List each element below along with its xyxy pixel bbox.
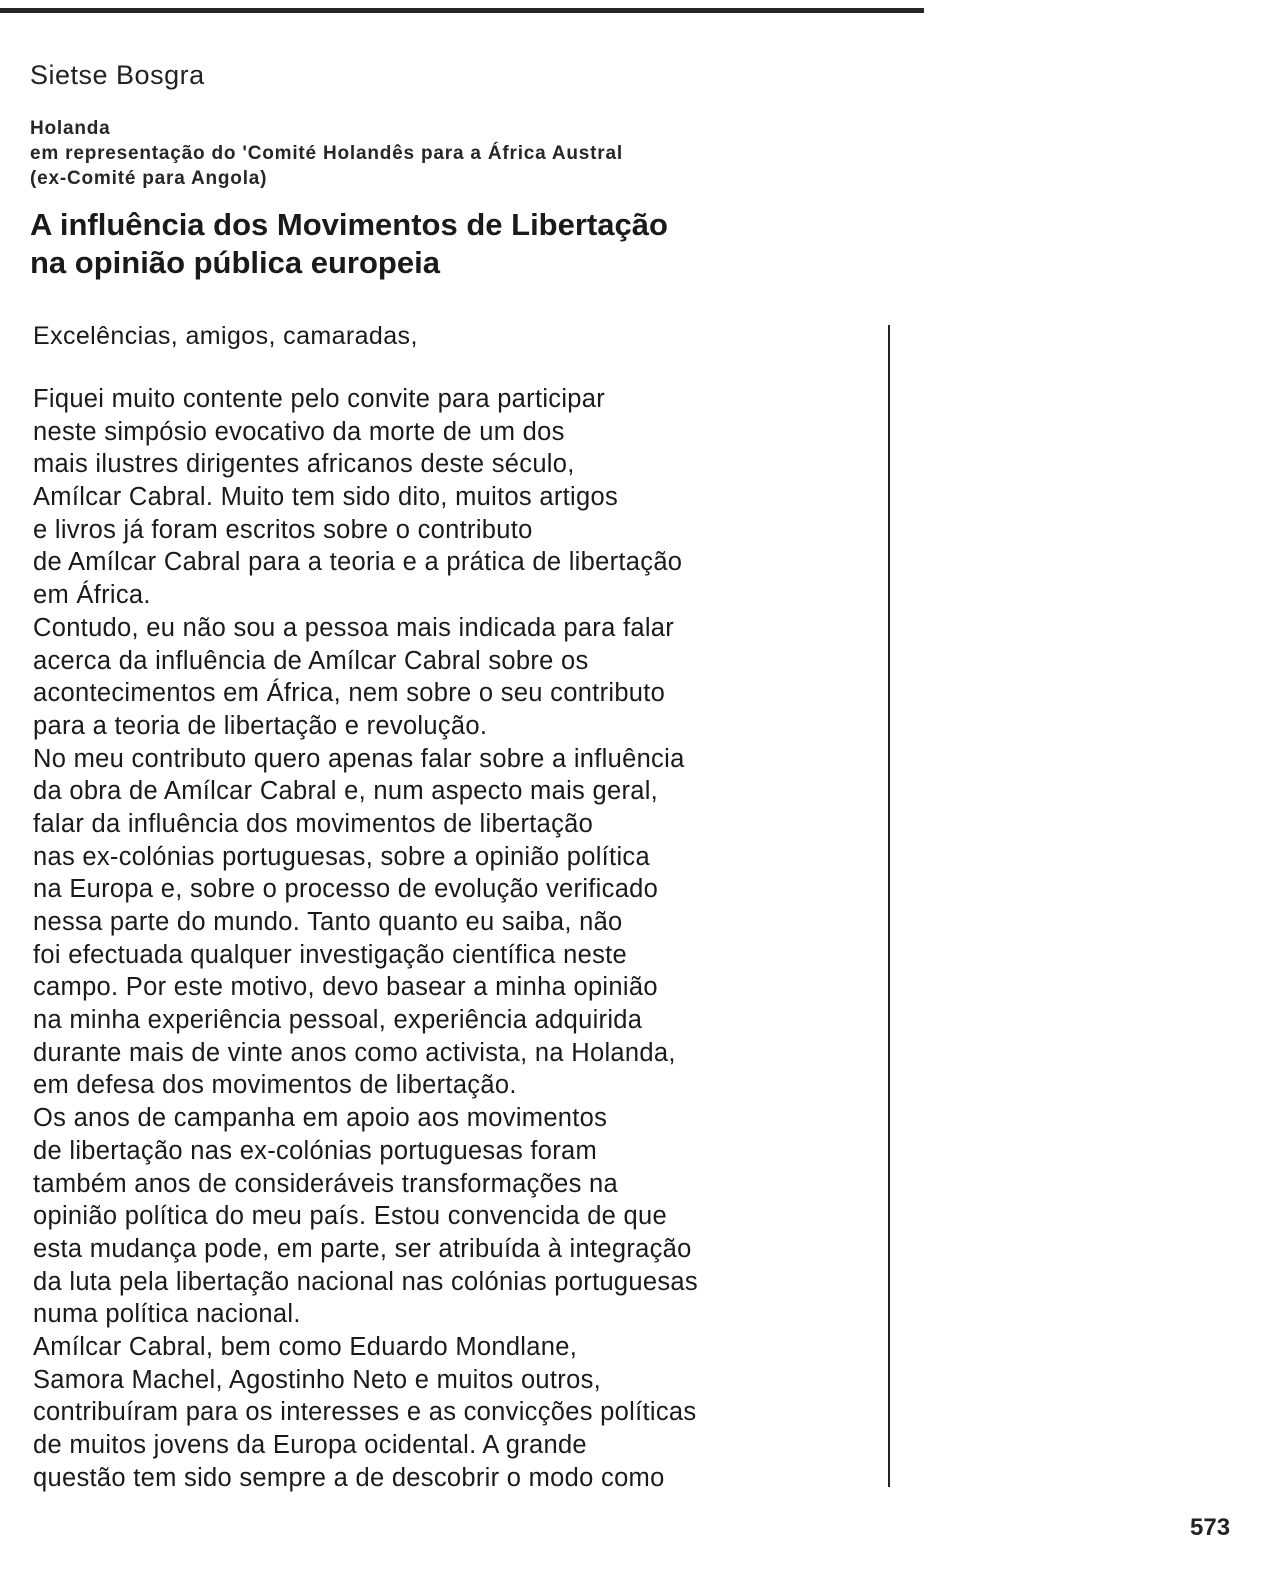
body-line: falar da influência dos movimentos de libertação [33, 809, 594, 838]
body-line: neste simpósio evocativo da morte de um dos [33, 417, 565, 446]
body-line: durante mais de vinte anos como activista, na Holanda, [33, 1038, 676, 1067]
page-number: 573 [1190, 1514, 1231, 1541]
margin-rule [888, 325, 890, 1487]
article-title-line: na opinião pública europeia [30, 245, 440, 280]
body-line: também anos de consideráveis transformações na [33, 1169, 619, 1198]
body-line: da obra de Amílcar Cabral e, num aspecto mais geral, [33, 777, 659, 806]
body-line: e livros já foram escritos sobre o contributo [33, 515, 533, 544]
body-line: Samora Machel, Agostinho Neto e muitos outros, [33, 1365, 602, 1394]
affiliation-country: Holanda [30, 118, 111, 139]
body-line: nas ex-colónias portuguesas, sobre a opinião política [33, 842, 650, 871]
body-text [33, 383, 883, 1494]
body-line: foi efectuada qualquer investigação científica neste [33, 940, 627, 969]
article-title [30, 206, 668, 282]
article-title-line: A influência dos Movimentos de Libertação [30, 207, 668, 242]
body-line: Os anos de campanha em apoio aos movimentos [33, 1104, 608, 1133]
body-line: Amílcar Cabral, bem como Eduardo Mondlane, [33, 1332, 578, 1361]
body-line: acontecimentos em África, nem sobre o seu contributo [33, 679, 666, 708]
body-line: campo. Por este motivo, devo basear a minha opinião [33, 973, 658, 1002]
body-line: No meu contributo quero apenas falar sobre a influência [33, 744, 685, 773]
body-line: para a teoria de libertação e revolução. [33, 711, 488, 740]
body-line: de Amílcar Cabral para a teoria e a prática de libertação [33, 548, 683, 577]
body-line: Fiquei muito contente pelo convite para participar [33, 385, 606, 413]
author-affiliation [30, 116, 623, 191]
body-line: em África. [33, 581, 151, 610]
body-line: mais ilustres dirigentes africanos deste século, [33, 450, 575, 479]
body-line: Contudo, eu não sou a pessoa mais indicada para falar [33, 613, 675, 642]
affiliation-organization: em representação do 'Comité Holandês para a África Austral [30, 143, 623, 164]
body-line: da luta pela libertação nacional nas colónias portuguesas [33, 1267, 698, 1296]
body-line: contribuíram para os interesses e as convicções políticas [33, 1398, 697, 1427]
affiliation-former-name: (ex-Comité para Angola) [30, 168, 268, 189]
body-line: na Europa e, sobre o processo de evolução verificado [33, 875, 659, 904]
body-line: de muitos jovens da Europa ocidental. A grande [33, 1431, 587, 1459]
body-line: acerca da influência de Amílcar Cabral sobre os [33, 646, 589, 675]
body-line: numa política nacional. [33, 1300, 301, 1329]
body-line: opinião política do meu país. Estou convencida de que [33, 1202, 667, 1231]
body-line: nessa parte do mundo. Tanto quanto eu saiba, não [33, 908, 623, 936]
body-line: Amílcar Cabral. Muito tem sido dito, muitos artigos [33, 483, 619, 512]
author-name: Sietse Bosgra [30, 60, 205, 90]
salutation: Excelências, amigos, camaradas, [33, 322, 418, 350]
body-line: na minha experiência pessoal, experiência adquirida [33, 1006, 643, 1035]
body-line: esta mudança pode, em parte, ser atribuída à integração [33, 1234, 692, 1263]
body-line: de libertação nas ex-colónias portuguesas foram [33, 1136, 598, 1165]
top-rule [0, 8, 924, 13]
body-line: questão tem sido sempre a de descobrir o modo como [33, 1463, 665, 1492]
body-line: em defesa dos movimentos de libertação. [33, 1071, 517, 1100]
